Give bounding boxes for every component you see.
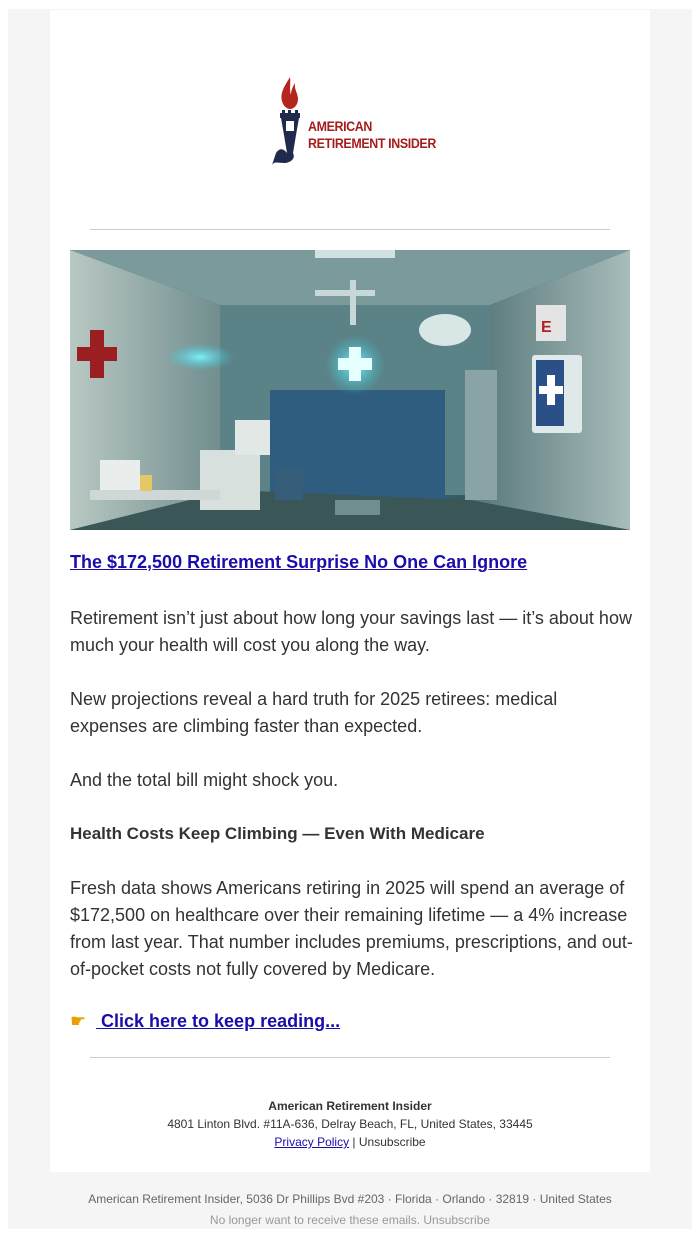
paragraph-1: Retirement isn’t just about how long your savings last — it’s about how much your health will cost you along the way. bbox=[70, 608, 632, 655]
pointing-hand-icon: ☛ bbox=[70, 1011, 87, 1031]
sender-address: American Retirement Insider, 5036 Dr Phillips Bvd #203 · Florida · Orlando · 32819 · United States bbox=[88, 1192, 612, 1206]
brand-logo bbox=[270, 75, 435, 170]
brand-wordmark bbox=[308, 118, 436, 152]
hero-image[interactable] bbox=[70, 250, 630, 530]
article-title-link[interactable]: The $172,500 Retirement Surprise No One Can Ignore bbox=[70, 552, 528, 572]
keep-reading-link[interactable]: Click here to keep reading... bbox=[96, 1011, 341, 1031]
privacy-policy-link[interactable]: Privacy Policy bbox=[274, 1135, 350, 1149]
brand-line-2: RETIREMENT INSIDER bbox=[308, 136, 436, 151]
footer-unsubscribe-link[interactable]: Unsubscribe bbox=[358, 1135, 426, 1149]
bottom-divider bbox=[90, 1057, 610, 1058]
top-divider bbox=[90, 229, 610, 230]
svg-text:E: E bbox=[541, 319, 552, 336]
paragraph-3: And the total bill might shock you. bbox=[70, 770, 339, 790]
cta-row bbox=[70, 1011, 340, 1032]
section-heading: Health Costs Keep Climbing — Even With Medicare bbox=[70, 824, 485, 843]
paragraph-2: New projections reveal a hard truth for 2025 retirees: medical expenses are climbing faster than expected. bbox=[70, 689, 558, 736]
footer-address: 4801 Linton Blvd. #11A-636, Delray Beach, FL, United States, 33445 bbox=[167, 1117, 533, 1131]
footer-company: American Retirement Insider bbox=[268, 1099, 432, 1113]
footer-links bbox=[0, 1135, 700, 1149]
torch-icon bbox=[270, 75, 310, 170]
unsubscribe-notice[interactable]: No longer want to receive these emails. Unsubscribe bbox=[209, 1213, 491, 1227]
hospital-room-photo bbox=[70, 250, 630, 530]
paragraph-4: Fresh data shows Americans retiring in 2025 will spend an average of $172,500 on healthcare over their remaining lifetime — a 4% increase from last year. That number includes premiums, prescriptions, and out-of-pocket costs not fully covered by Medicare. bbox=[70, 878, 633, 979]
email-card bbox=[50, 10, 650, 1172]
footer-separator: | bbox=[349, 1135, 359, 1149]
brand-line-1: AMERICAN bbox=[308, 119, 372, 134]
